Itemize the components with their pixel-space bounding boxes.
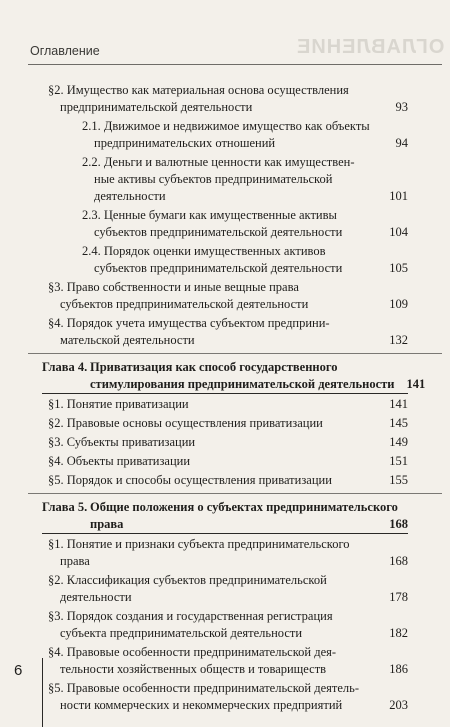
- toc-entry-text: права: [60, 554, 90, 568]
- chapter-number: Глава 5.: [42, 500, 88, 514]
- running-head: Оглавление: [30, 44, 100, 58]
- toc-section[interactable]: [42, 472, 408, 489]
- toc-entry-text: 2.4. Порядок оценки имущественных активов: [82, 244, 326, 258]
- toc-entry-text: §4. Порядок учета имущества субъектом предприни-: [48, 316, 330, 330]
- toc-entry-text: стимулирования предпринимательской деятельности: [90, 377, 395, 391]
- toc-entry-text: Приватизация как способ государственного: [90, 360, 338, 374]
- toc-entry-text: 2.1. Движимое и недвижимое имущество как объекты: [82, 119, 370, 133]
- toc-subsection[interactable]: [42, 207, 408, 241]
- toc-section[interactable]: [42, 315, 408, 349]
- toc-entry-text: субъектов предпринимательской деятельности: [94, 261, 343, 275]
- toc-page-number: 94: [395, 136, 408, 150]
- toc-entry-text: ные активы субъектов предпринимательской: [94, 172, 333, 186]
- toc-entry-text: §5. Правовые особенности предпринимательской деятель-: [48, 681, 359, 695]
- toc-entry-text: субъектов предпринимательской деятельности: [94, 225, 343, 239]
- toc-entry-text: ности коммерческих и некоммерческих предприятий: [60, 698, 343, 712]
- toc-page-number: 132: [389, 333, 408, 347]
- toc-page-number: 93: [395, 100, 408, 114]
- toc-page-number: 155: [389, 473, 408, 487]
- toc-entry-text: субъекта предпринимательской деятельности: [60, 626, 303, 640]
- toc-entry-text: §3. Порядок создания и государственная регистрация: [48, 609, 333, 623]
- toc-entry-text: §3. Субъекты приватизации: [48, 435, 196, 449]
- toc-entry-text: мательской деятельности: [60, 333, 195, 347]
- toc-page-number: 141: [406, 377, 426, 391]
- toc-entry-text: §4. Правовые особенности предпринимательской дея-: [48, 645, 337, 659]
- toc-page-number: 151: [389, 454, 408, 468]
- toc-entry-text: §4. Объекты приватизации: [48, 454, 191, 468]
- toc-entry-text: §1. Понятие и признаки субъекта предпринимательского: [48, 537, 350, 551]
- toc-section[interactable]: [42, 396, 408, 413]
- toc-entry-text: §3. Право собственности и иные вещные права: [48, 280, 299, 294]
- toc-entry-text: деятельности: [60, 590, 132, 604]
- toc-section[interactable]: [42, 680, 408, 714]
- toc-entry-text: предпринимательских отношений: [94, 136, 276, 150]
- toc-entry-text: права: [90, 517, 124, 531]
- toc-entry-text: Общие положения о субъектах предпринимательского: [90, 500, 398, 514]
- toc-section[interactable]: [42, 415, 408, 432]
- toc-subsection[interactable]: [42, 243, 408, 277]
- header-divider: [28, 64, 442, 65]
- toc-chapter[interactable]: [42, 499, 408, 534]
- toc-page-number: 203: [389, 698, 408, 712]
- toc-page-number: 178: [389, 590, 408, 604]
- toc-section[interactable]: [42, 453, 408, 470]
- toc-entry-text: 2.3. Ценные бумаги как имущественные активы: [82, 208, 337, 222]
- toc-section[interactable]: [42, 608, 408, 642]
- toc-page-number: 168: [389, 554, 408, 568]
- toc-section[interactable]: [42, 536, 408, 570]
- toc-entry-text: субъектов предпринимательской деятельности: [60, 297, 309, 311]
- table-of-contents: [42, 82, 426, 716]
- margin-rule: [42, 658, 43, 727]
- toc-section[interactable]: [42, 572, 408, 606]
- toc-entry-text: деятельности: [94, 189, 166, 203]
- chapter-divider: [28, 493, 442, 494]
- toc-subsection[interactable]: [42, 154, 408, 205]
- toc-page-number: 141: [389, 397, 408, 411]
- toc-entry-text: §2. Классификация субъектов предпринимательской: [48, 573, 327, 587]
- toc-entry-text: §1. Понятие приватизации: [48, 397, 189, 411]
- toc-entry-text: предпринимательской деятельности: [60, 100, 253, 114]
- toc-section[interactable]: [42, 279, 408, 313]
- toc-page-number: 145: [389, 416, 408, 430]
- toc-section[interactable]: [42, 82, 408, 116]
- toc-entry-text: §2. Правовые основы осуществления приватизации: [48, 416, 323, 430]
- toc-page-number: 149: [389, 435, 408, 449]
- bleed-through-title: ОГЛАВЛЕНИЕ: [295, 36, 444, 58]
- toc-page-number: 104: [389, 225, 408, 239]
- toc-subsection[interactable]: [42, 118, 408, 152]
- toc-page-number: 105: [389, 261, 408, 275]
- toc-section[interactable]: [42, 644, 408, 678]
- toc-page-number: 186: [389, 662, 408, 676]
- toc-page-number: 101: [389, 189, 408, 203]
- toc-page-number: 168: [389, 517, 408, 531]
- toc-entry-text: §2. Имущество как материальная основа осуществления: [48, 83, 349, 97]
- toc-entry-text: §5. Порядок и способы осуществления приватизации: [48, 473, 332, 487]
- toc-entry-text: тельности хозяйственных обществ и товариществ: [60, 662, 327, 676]
- chapter-divider: [28, 353, 442, 354]
- toc-entry-text: 2.2. Деньги и валютные ценности как имуществен-: [82, 155, 355, 169]
- page-number: 6: [14, 662, 23, 679]
- toc-page-number: 109: [389, 297, 408, 311]
- toc-section[interactable]: [42, 434, 408, 451]
- toc-page-number: 182: [389, 626, 408, 640]
- toc-chapter[interactable]: [42, 359, 426, 394]
- chapter-number: Глава 4.: [42, 360, 88, 374]
